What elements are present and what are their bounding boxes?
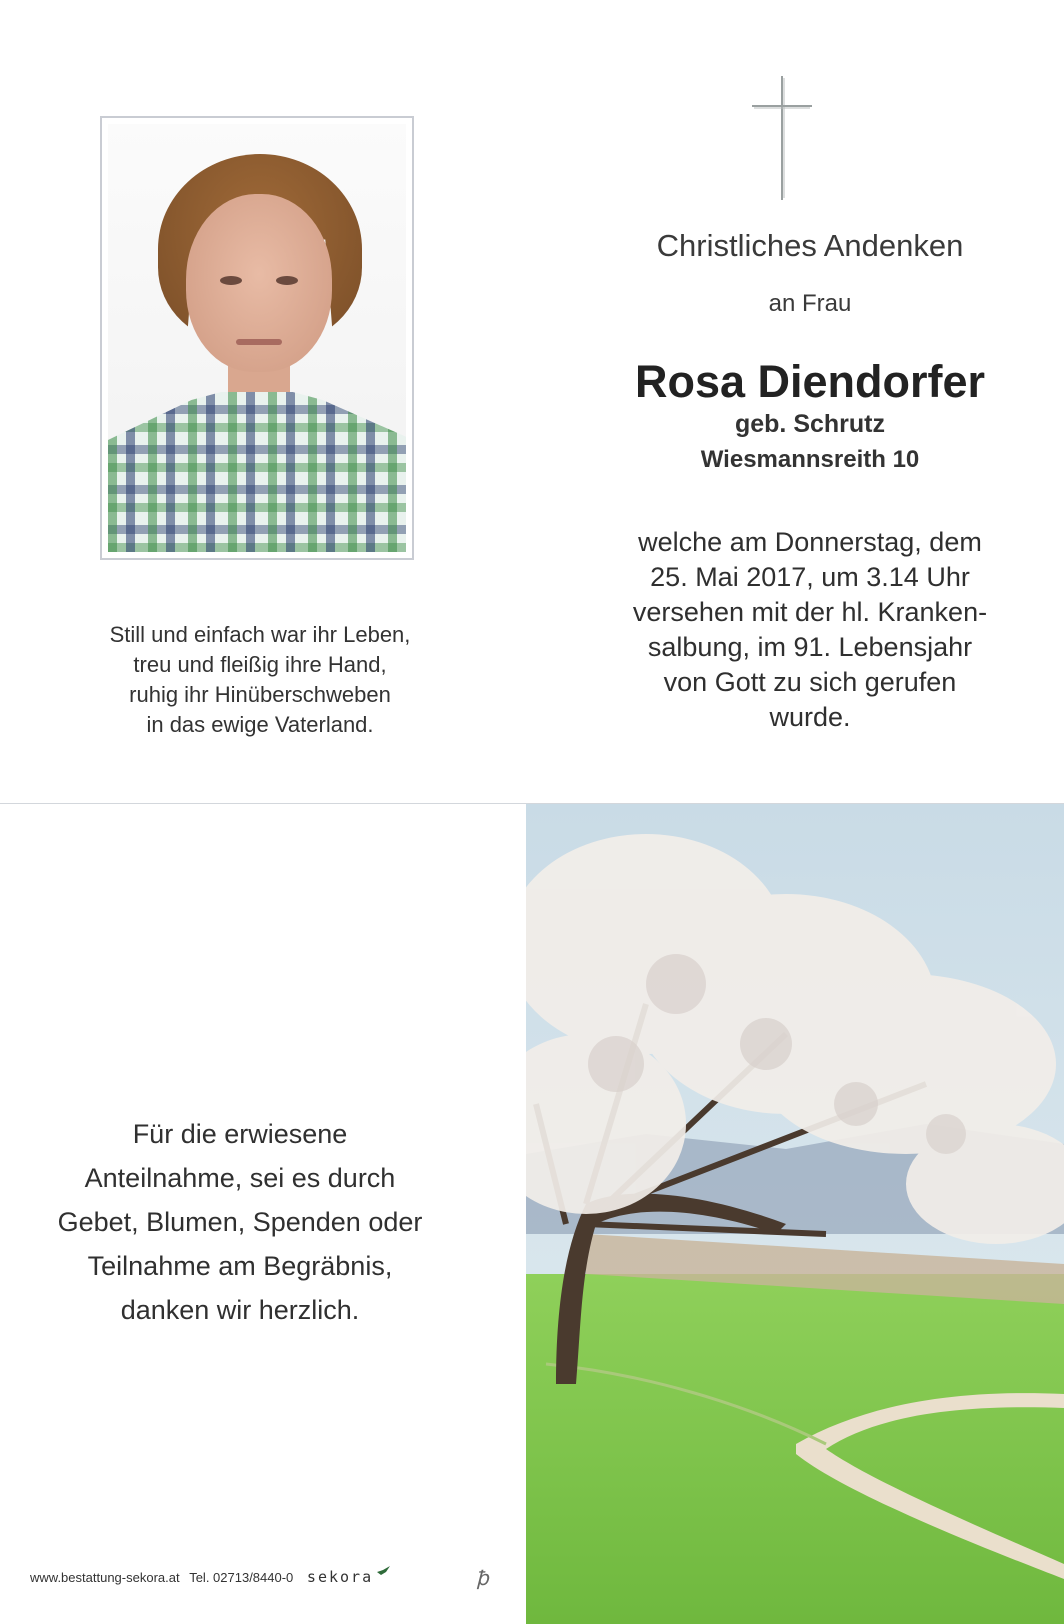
poem-line: treu und fleißig ihre Hand,: [133, 652, 387, 677]
portrait-frame: [100, 116, 414, 560]
thanks-line: Gebet, Blumen, Spenden oder: [57, 1207, 423, 1237]
poem-line: in das ewige Vaterland.: [146, 712, 374, 737]
handwritten-mark: ꝥ: [476, 1566, 489, 1590]
death-notice-line: 25. Mai 2017, um 3.14 Uhr: [650, 562, 970, 592]
footer-website: www.bestattung-sekora.at: [30, 1570, 180, 1585]
salutation: an Frau: [768, 290, 852, 317]
thanks-line: Teilnahme am Begräbnis,: [87, 1251, 393, 1281]
death-notice-line: von Gott zu sich gerufen: [663, 667, 957, 697]
deceased-name: Rosa Diendorfer: [634, 356, 986, 407]
footer: [30, 1566, 520, 1586]
birth-name: geb. Schrutz: [734, 410, 885, 438]
thanks-line: danken wir herzlich.: [120, 1295, 360, 1325]
portrait-photo: [108, 124, 406, 552]
poem-line: ruhig ihr Hinüberschweben: [129, 682, 391, 707]
blossom-tree-landscape: [526, 804, 1064, 1624]
death-notice-line: wurde.: [769, 702, 851, 732]
death-notice-line: versehen mit der hl. Kranken-: [632, 597, 988, 627]
poem-line: Still und einfach war ihr Leben,: [109, 622, 411, 647]
thanks-line: Anteilnahme, sei es durch: [84, 1163, 396, 1193]
memorial-title: Christliches Andenken: [656, 228, 964, 263]
footer-phone: Tel. 02713/8440-0: [189, 1570, 294, 1585]
poem: [60, 620, 460, 740]
death-notice-line: welche am Donnerstag, dem: [638, 527, 982, 557]
address: Wiesmannsreith 10: [700, 446, 920, 473]
thanks-line: Für die erwiesene: [132, 1119, 348, 1149]
thanks-text: [20, 1112, 460, 1332]
company-logo: sekora: [306, 1568, 374, 1586]
cross-icon: [750, 76, 814, 200]
death-notice-line: salbung, im 91. Lebensjahr: [647, 632, 973, 662]
bird-icon: [377, 1566, 391, 1576]
death-notice: [580, 525, 1040, 735]
